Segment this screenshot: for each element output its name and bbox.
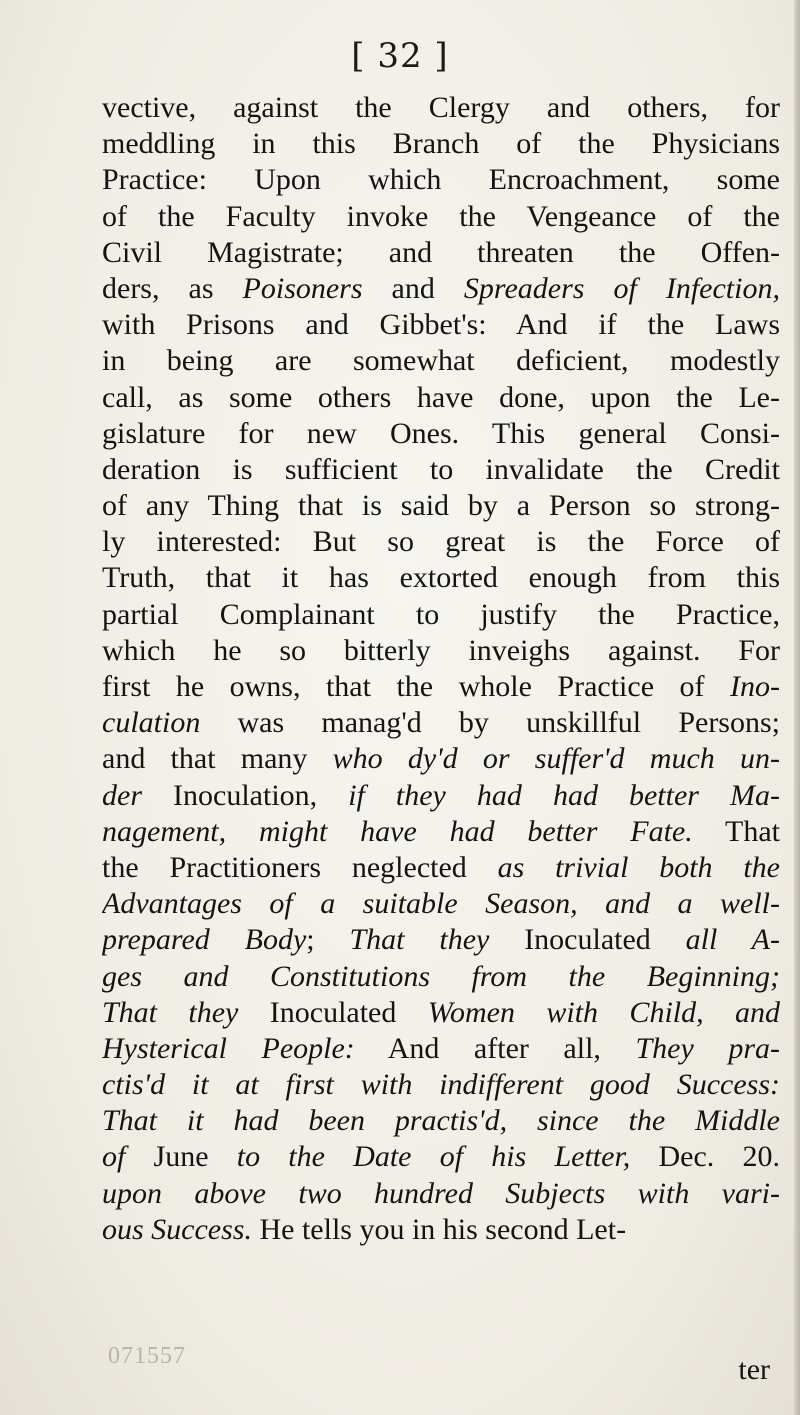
- roman-text: Practice: Upon which Encroachment, some: [102, 163, 780, 197]
- roman-text: Inoculation,: [142, 778, 349, 812]
- roman-text: vective, against the Clergy and others, for: [102, 91, 780, 124]
- roman-text: of the Faculty invoke the Vengeance of the: [102, 199, 780, 233]
- page-number: [ 32 ]: [351, 36, 449, 76]
- italic-text: Spreaders of Infection,: [463, 271, 780, 305]
- text-line: [102, 741, 780, 777]
- italic-text: Ino-: [730, 670, 780, 703]
- italic-text: to the Date of his Letter,: [236, 1140, 631, 1174]
- text-line: [102, 488, 780, 524]
- italic-text: all A-: [685, 923, 780, 957]
- italic-text: if they had had better Ma-: [348, 778, 780, 812]
- italic-text: as trivial both the: [497, 850, 780, 884]
- italic-text: Poisoners: [242, 271, 363, 305]
- italic-text: Advantages of a suitable Season, and a well-: [102, 887, 780, 921]
- text-line: [102, 271, 780, 307]
- text-line: [102, 995, 780, 1031]
- roman-text: And after all,: [354, 1031, 636, 1065]
- text-line: [102, 1176, 780, 1212]
- text-line: [102, 235, 780, 271]
- roman-text: Civil Magistrate; and threaten the Offen-: [102, 235, 780, 269]
- roman-text: ;: [306, 923, 350, 957]
- roman-text: That: [692, 814, 780, 848]
- italic-text: culation: [102, 706, 201, 740]
- roman-text: ly interested: But so great is the Force of: [102, 525, 780, 559]
- roman-text: was manag'd by unskillful Persons;: [200, 706, 780, 740]
- text-line: [102, 886, 780, 922]
- text-line: [102, 343, 780, 379]
- text-line: [102, 524, 780, 560]
- text-line: [102, 560, 780, 596]
- roman-text: Inoculated: [489, 923, 686, 957]
- text-line: [102, 669, 780, 705]
- roman-text: partial Complainant to justify the Practice,: [102, 597, 780, 631]
- roman-text: meddling in this Branch of the Physicians: [102, 127, 780, 161]
- italic-text: That it had been practis'd, since the Middle: [102, 1104, 780, 1138]
- italic-text: That they: [349, 923, 490, 957]
- italic-text: ous Success.: [102, 1212, 252, 1246]
- roman-text: Dec. 20.: [630, 1140, 780, 1174]
- roman-text: with Prisons and Gibbet's: And if the Laws: [102, 308, 780, 342]
- italic-text: That they: [102, 995, 239, 1029]
- roman-text: He tells you in his second Let-: [251, 1212, 627, 1246]
- text-line: [102, 850, 780, 886]
- text-line: [102, 705, 780, 741]
- italic-text: who dy'd or suffer'd much un-: [332, 742, 780, 776]
- text-line: [102, 814, 780, 850]
- italic-text: upon above two hundred Subjects with vari-: [102, 1176, 780, 1210]
- italic-text: Hysterical People:: [102, 1031, 355, 1065]
- text-line: [102, 380, 780, 416]
- text-line: [102, 416, 780, 452]
- italic-text: They pra-: [635, 1031, 780, 1065]
- roman-text: and: [362, 271, 464, 305]
- roman-text: Truth, that it has extorted enough from this: [102, 561, 780, 595]
- page-edge: [794, 0, 800, 1415]
- text-line: [102, 633, 780, 669]
- italic-text: of: [102, 1140, 126, 1174]
- italic-text: der: [102, 778, 142, 812]
- italic-text: ges and Constitutions from the Beginning;: [102, 959, 780, 993]
- roman-text: and that many: [102, 742, 333, 776]
- text-line: [102, 162, 780, 198]
- text-line: [102, 126, 780, 162]
- roman-text: which he so bitterly inveighs against. For: [102, 633, 780, 667]
- body-text: [102, 90, 780, 1248]
- text-line: [102, 778, 780, 814]
- roman-text: first he owns, that the whole Practice of: [102, 670, 731, 703]
- roman-text: the Practitioners neglected: [102, 850, 498, 884]
- roman-text: gislature for new Ones. This general Consi-: [102, 416, 780, 450]
- italic-text: Women with Child, and: [427, 995, 780, 1029]
- italic-text: nagement, might have had better Fate.: [102, 814, 693, 848]
- roman-text: June: [125, 1140, 237, 1174]
- text-line: [102, 1139, 780, 1175]
- text-line: [102, 959, 780, 995]
- roman-text: call, as some others have done, upon the Le-: [102, 380, 780, 414]
- text-line: [102, 452, 780, 488]
- roman-text: ders, as: [102, 271, 243, 305]
- roman-text: in being are somewhat deficient, modestly: [102, 344, 780, 378]
- text-line: [102, 1212, 780, 1248]
- text-line: [102, 90, 780, 126]
- text-line: [102, 1067, 780, 1103]
- text-line: [102, 922, 780, 958]
- catchword: ter: [738, 1353, 770, 1386]
- text-line: [102, 1031, 780, 1067]
- text-line: [102, 307, 780, 343]
- italic-text: prepared Body: [102, 923, 307, 957]
- roman-text: deration is sufficient to invalidate the Credit: [102, 452, 780, 486]
- italic-text: ctis'd it at first with indifferent good Success:: [102, 1068, 780, 1102]
- roman-text: Inoculated: [238, 995, 428, 1029]
- roman-text: of any Thing that is said by a Person so strong-: [102, 489, 780, 523]
- library-shelfmark: 071557: [108, 1343, 186, 1369]
- text-line: [102, 199, 780, 235]
- text-line: [102, 1103, 780, 1139]
- text-line: [102, 597, 780, 633]
